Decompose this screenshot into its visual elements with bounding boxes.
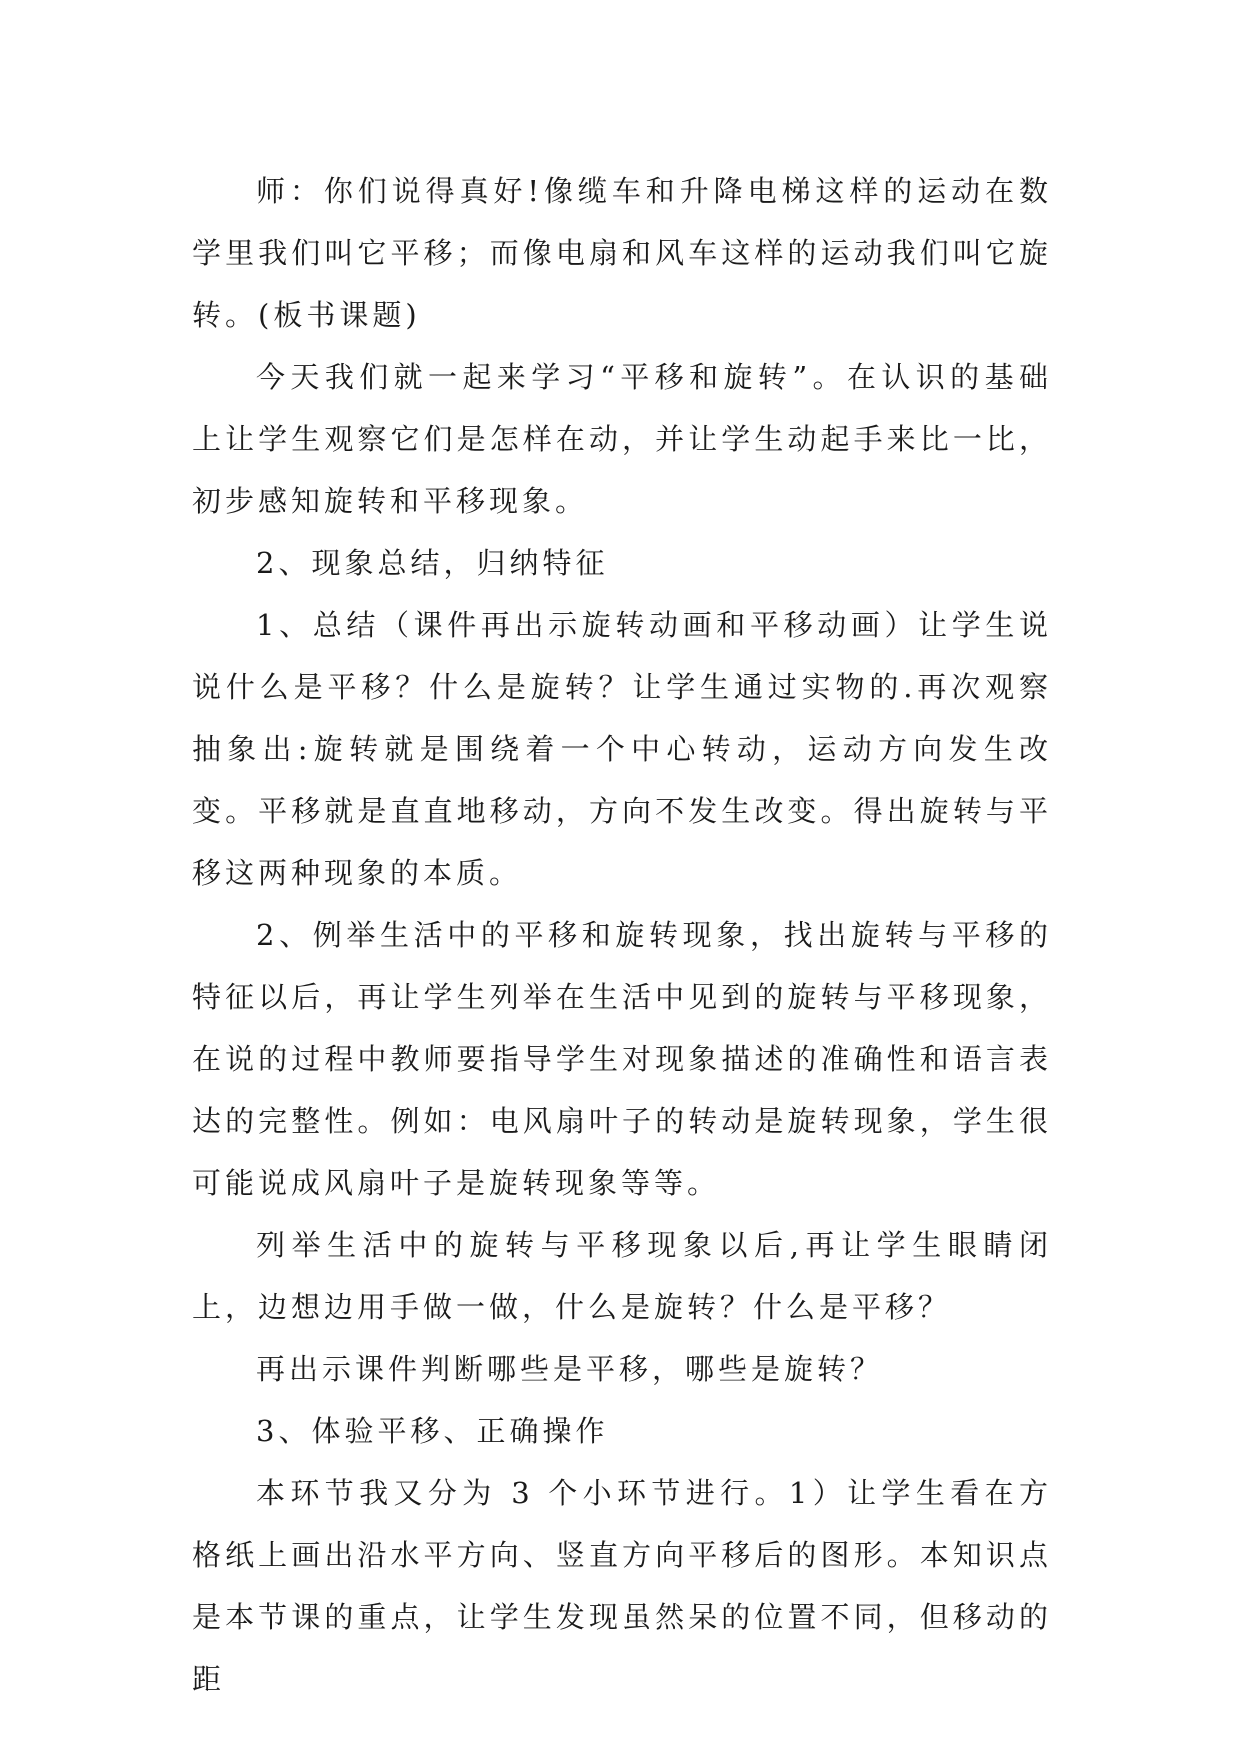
paragraph-teacher-intro: 师：你们说得真好!像缆车和升降电梯这样的运动在数学里我们叫它平移；而像电扇和风车这样的运动我们叫它旋转。(板书课题) xyxy=(192,174,1052,332)
paragraph-summary: 1、总结（课件再出示旋转动画和平移动画）让学生说说什么是平移？什么是旋转？让学生通过实物的.再次观察抽象出:旋转就是围绕着一个中心转动，运动方向发生改变。平移就是直直地移动，方向不发生改变。得出旋转与平移这两种现象的本质。 xyxy=(192,608,1052,890)
paragraph-close-eyes: 列举生活中的旋转与平移现象以后,再让学生眼睛闭上，边想边用手做一做，什么是旋转？什么是平移？ xyxy=(192,1228,1052,1324)
paragraph-courseware-judge: 再出示课件判断哪些是平移，哪些是旋转？ xyxy=(256,1352,884,1386)
section-heading-summary: 2、现象总结，归纳特征 xyxy=(256,546,609,580)
section-heading-experience: 3、体验平移、正确操作 xyxy=(256,1414,609,1448)
document-page xyxy=(192,160,1052,1710)
paragraph-examples: 2、例举生活中的平移和旋转现象，找出旋转与平移的特征以后，再让学生列举在生活中见到的旋转与平移现象，在说的过程中教师要指导学生对现象描述的准确性和语言表达的完整性。例如：电风扇叶子的转动是旋转现象，学生很可能说成风扇叶子是旋转现象等等。 xyxy=(192,918,1052,1200)
paragraph-today-topic: 今天我们就一起来学习“平移和旋转”。在认识的基础上让学生观察它们是怎样在动，并让学生动起手来比一比，初步感知旋转和平移现象。 xyxy=(192,360,1052,518)
paragraph-grid-paper: 本环节我又分为 3 个小环节进行。1）让学生看在方格纸上画出沿水平方向、竖直方向平移后的图形。本知识点是本节课的重点，让学生发现虽然呆的位置不同，但移动的距 xyxy=(192,1476,1052,1696)
